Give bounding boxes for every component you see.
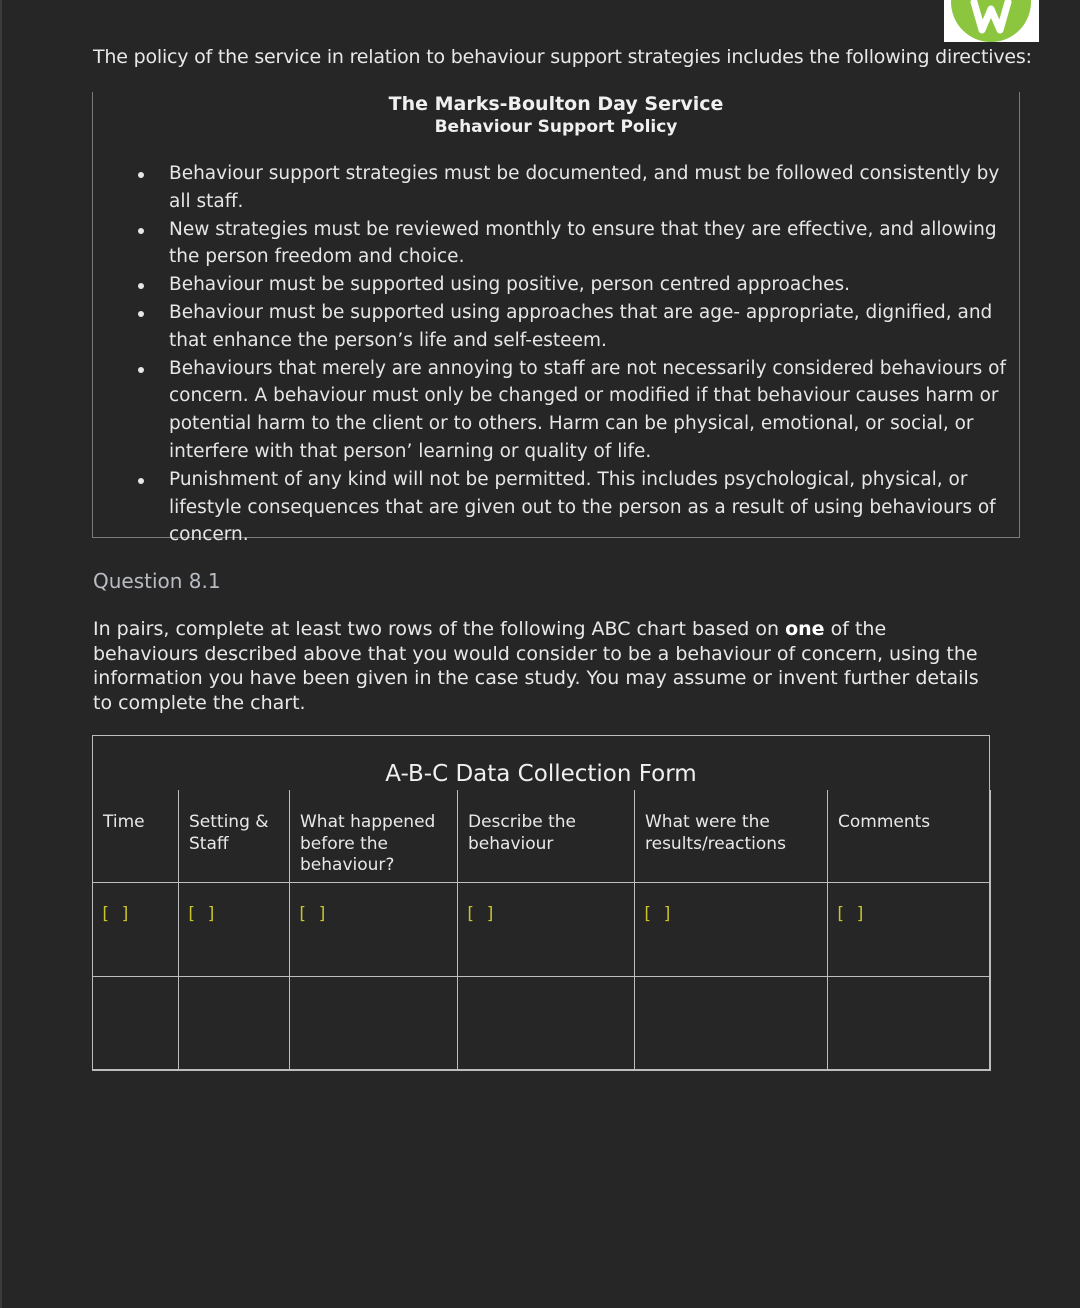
placeholder-field[interactable]: [ ]	[835, 904, 866, 924]
policy-subtitle: Behaviour Support Policy	[434, 117, 678, 137]
table-cell-input[interactable]	[93, 883, 179, 977]
policy-list	[169, 160, 1009, 549]
placeholder-field[interactable]: [ ]	[465, 904, 496, 924]
table-cell-input[interactable]	[828, 883, 991, 977]
table-cell-empty[interactable]	[179, 977, 290, 1071]
w-logo-icon	[944, 0, 1039, 42]
table-header-row	[93, 790, 991, 883]
table-row	[93, 977, 991, 1071]
table-row	[93, 883, 991, 977]
page-edge	[0, 0, 2, 1308]
placeholder-field[interactable]: [ ]	[100, 904, 131, 924]
table-cell-empty[interactable]	[458, 977, 635, 1071]
policy-item	[169, 299, 1009, 355]
bullet-icon	[138, 311, 144, 317]
policy-item-text: Behaviour must be supported using approaches that are age- appropriate, dignified, and that enhance the person’s life and self-esteem.	[169, 301, 993, 351]
table-cell-input[interactable]	[179, 883, 290, 977]
column-header-comments: Comments	[828, 790, 991, 883]
form-title: A-B-C Data Collection Form	[385, 761, 697, 787]
policy-item	[169, 355, 1009, 466]
policy-item	[169, 271, 1009, 299]
policy-item	[169, 160, 1009, 216]
policy-title: The Marks-Boulton Day Service	[388, 93, 724, 115]
column-header-behaviour: Describe the behaviour	[458, 790, 635, 883]
table-cell-empty[interactable]	[635, 977, 828, 1071]
abc-table	[92, 790, 991, 1071]
bullet-icon	[138, 367, 144, 373]
column-header-setting-staff: Setting & Staff	[179, 790, 290, 883]
policy-box	[92, 92, 1020, 546]
policy-item	[169, 216, 1009, 272]
table-cell-input[interactable]	[458, 883, 635, 977]
placeholder-field[interactable]: [ ]	[186, 904, 217, 924]
table-cell-empty[interactable]	[828, 977, 991, 1071]
bullet-icon	[138, 228, 144, 234]
policy-item-text: Behaviour must be supported using positive, person centred approaches.	[169, 274, 850, 296]
instructions-emphasis: one	[785, 618, 825, 640]
policy-item-text: Behaviour support strategies must be documented, and must be followed consistently by all staff.	[169, 163, 1000, 212]
bullet-icon	[138, 283, 144, 289]
placeholder-field[interactable]: [ ]	[642, 904, 673, 924]
abc-data-collection-form	[92, 735, 990, 1070]
column-header-consequence: What were the results/reactions	[635, 790, 828, 883]
bullet-icon	[138, 478, 144, 484]
table-cell-input[interactable]	[635, 883, 828, 977]
column-header-antecedent: What happened before the behaviour?	[290, 790, 458, 883]
instructions-text-end: of the behaviours described above that you would consider to be a behaviour of concern, using the information you have been given in the case study. You may assume or invent further details to complete the chart.	[93, 618, 979, 714]
table-cell-empty[interactable]	[93, 977, 179, 1071]
policy-item	[169, 466, 1009, 549]
question-heading: Question 8.1	[93, 569, 221, 593]
policy-item-text: Punishment of any kind will not be permitted. This includes psychological, physical, or lifestyle consequences that are given out to the person as a result of using behaviours of concern.	[169, 468, 996, 546]
table-cell-empty[interactable]	[290, 977, 458, 1071]
bullet-icon	[138, 172, 144, 178]
table-cell-input[interactable]	[290, 883, 458, 977]
policy-item-text: New strategies must be reviewed monthly to ensure that they are effective, and allowing the person freedom and choice.	[169, 218, 997, 268]
column-header-time: Time	[93, 790, 179, 883]
question-instructions	[93, 617, 993, 715]
instructions-text-start: In pairs, complete at least two rows of the following ABC chart based on	[93, 618, 786, 640]
placeholder-field[interactable]: [ ]	[297, 904, 328, 924]
policy-item-text: Behaviours that merely are annoying to staff are not necessarily considered behaviours of concern. A behaviour must only be changed or modified if that behaviour causes harm or potential harm to the client or to others. Harm can be physical, emotional, or social, or interfere with that person’ learning or quality of life.	[169, 357, 1007, 462]
intro-text: The policy of the service in relation to behaviour support strategies includes the following directives:	[93, 46, 1032, 68]
